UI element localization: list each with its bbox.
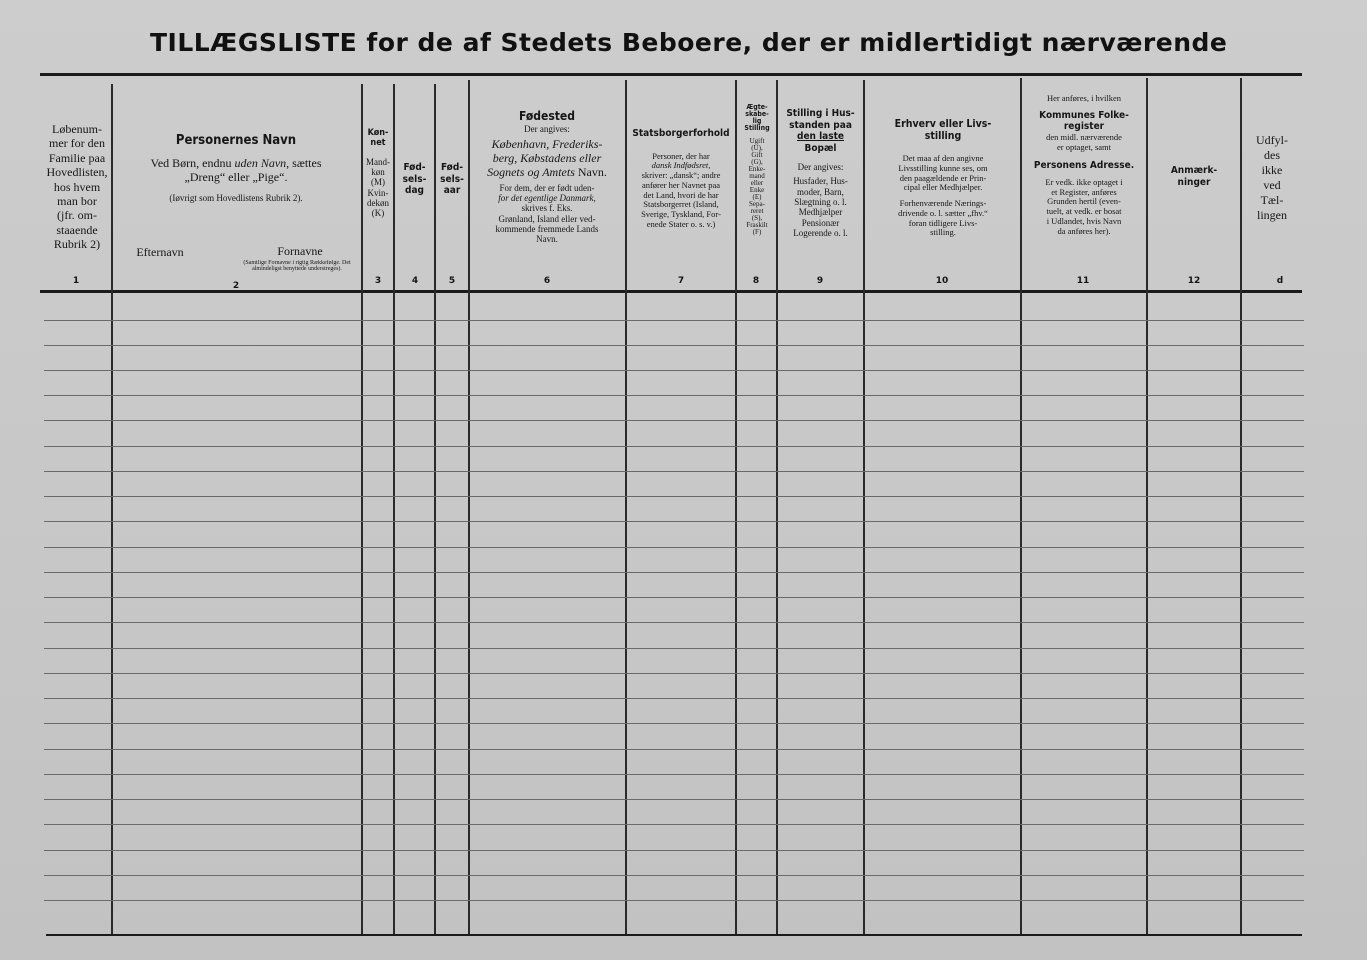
- row-line: [44, 749, 1304, 750]
- bottom-rule: [46, 934, 1302, 936]
- row-line: [44, 875, 1304, 876]
- col12-number: 12: [1187, 276, 1201, 286]
- row-line: [44, 799, 1304, 800]
- col2-header: Personernes Navn Ved Børn, endnu uden Navn, sættes „Dreng“ eller „Pige“. (Iøvrigt som Hovedlistens Rubrik 2).: [150, 134, 322, 203]
- col7-header: Statsborgerforhold Personer, der har dansk Indfødsret, skriver: „dansk“; andre anfører her Navnet paa det Land, hvori de har Statsborgerret (Island, Sverige, Tyskland, For- enede Stater o. s. v.): [632, 128, 730, 229]
- col-d-header: Udfyl- des ikke ved Tæl- lingen: [1256, 133, 1288, 222]
- col3-number: 3: [374, 276, 382, 286]
- col10-header: Erhverv eller Livs- stilling Det maa af den angivne Livsstilling kunne ses, om den paagældende er Prin- cipal eller Medhjælper. Forhenværende Nærings- drivende o. l. sætter „fhv.“ foran tidligere Livs- stilling.: [894, 118, 992, 238]
- col2-number: 2: [232, 281, 240, 291]
- col6-number: 6: [543, 276, 551, 286]
- row-line: [44, 622, 1304, 623]
- row-line: [44, 774, 1304, 775]
- row-line: [44, 597, 1304, 598]
- col5-number: 5: [448, 276, 456, 286]
- col10-number: 10: [935, 276, 949, 286]
- col3-header: Køn- net Mand- køn (M) Kvin- dekøn (K): [366, 128, 390, 219]
- row-line: [44, 320, 1304, 321]
- row-line: [44, 572, 1304, 573]
- row-line: [44, 547, 1304, 548]
- col4-number: 4: [411, 276, 419, 286]
- row-line: [44, 370, 1304, 371]
- given-names-note: (Samtlige Fornavne i rigtig Rækkefølge. Det almindeligst benyttede understreges).: [243, 260, 351, 272]
- col-divider: [1146, 78, 1148, 934]
- col-divider: [434, 84, 436, 934]
- col9-number: 9: [816, 276, 824, 286]
- col-divider: [863, 80, 865, 934]
- row-line: [44, 420, 1304, 421]
- row-line: [44, 698, 1304, 699]
- row-line: [44, 395, 1304, 396]
- row-line: [44, 471, 1304, 472]
- col8-header: Ægte- skabe- lig Stilling Ugift (U), Gift (G), Enke- mand eller Enke (E) Sepa- reret (S), Fraskilt (F): [744, 104, 770, 236]
- row-line: [44, 496, 1304, 497]
- col8-number: 8: [752, 276, 760, 286]
- row-line: [44, 900, 1304, 901]
- surname-label: Efternavn: [136, 246, 184, 259]
- col6-header: Fødested Der angives: København, Frederiks- berg, Købstadens eller Sognets og Amtets Navn. For dem, der er født uden- for det egentlige Danmark, skrives f. Eks. Grønland, Island eller ved- kommende fremmede Lands Navn.: [487, 110, 607, 245]
- row-line: [44, 648, 1304, 649]
- row-line: [44, 850, 1304, 851]
- col12-header: Anmærk- ninger: [1170, 165, 1218, 188]
- row-line: [44, 345, 1304, 346]
- row-line: [44, 446, 1304, 447]
- col11-number: 11: [1076, 276, 1090, 286]
- form-title: TILLÆGSLISTE for de af Stedets Beboere, der er midlertidigt nærværende: [150, 28, 1228, 57]
- top-rule: [40, 73, 1302, 76]
- col9-header: Stilling i Hus- standen paa den laste Bopæl Der angives: Husfader, Hus- moder, Barn, Slægtning o. l. Medhjælper Pensionær Logerende o. l.: [786, 108, 855, 239]
- row-line: [44, 824, 1304, 825]
- col5-header: Fød- sels- aar: [440, 162, 464, 196]
- col-divider: [393, 84, 395, 934]
- col-divider: [111, 84, 113, 934]
- col4-header: Fød- sels- dag: [402, 162, 427, 196]
- col11-header: Her anføres, i hvilken Kommunes Folke- register den midl. nærværende er optaget, samt Personens Adresse. Er vedk. ikke optaget i et Register, anføres Grunden hertil (even- tuelt, at vedk. er bosat i Udlandet, hvis Navn da anføres her).: [1033, 94, 1135, 236]
- col1-header: Løbenum- mer for den Familie paa Hovedlisten, hos hvem man bor (jfr. om- staaende Rubrik 2): [46, 122, 108, 252]
- row-line: [44, 673, 1304, 674]
- col1-number: 1: [72, 276, 80, 286]
- col-divider: [735, 80, 737, 934]
- row-line: [44, 521, 1304, 522]
- col7-number: 7: [677, 276, 685, 286]
- col-d-number: d: [1276, 276, 1284, 286]
- row-line: [44, 723, 1304, 724]
- given-names-label: Fornavne: [277, 245, 323, 258]
